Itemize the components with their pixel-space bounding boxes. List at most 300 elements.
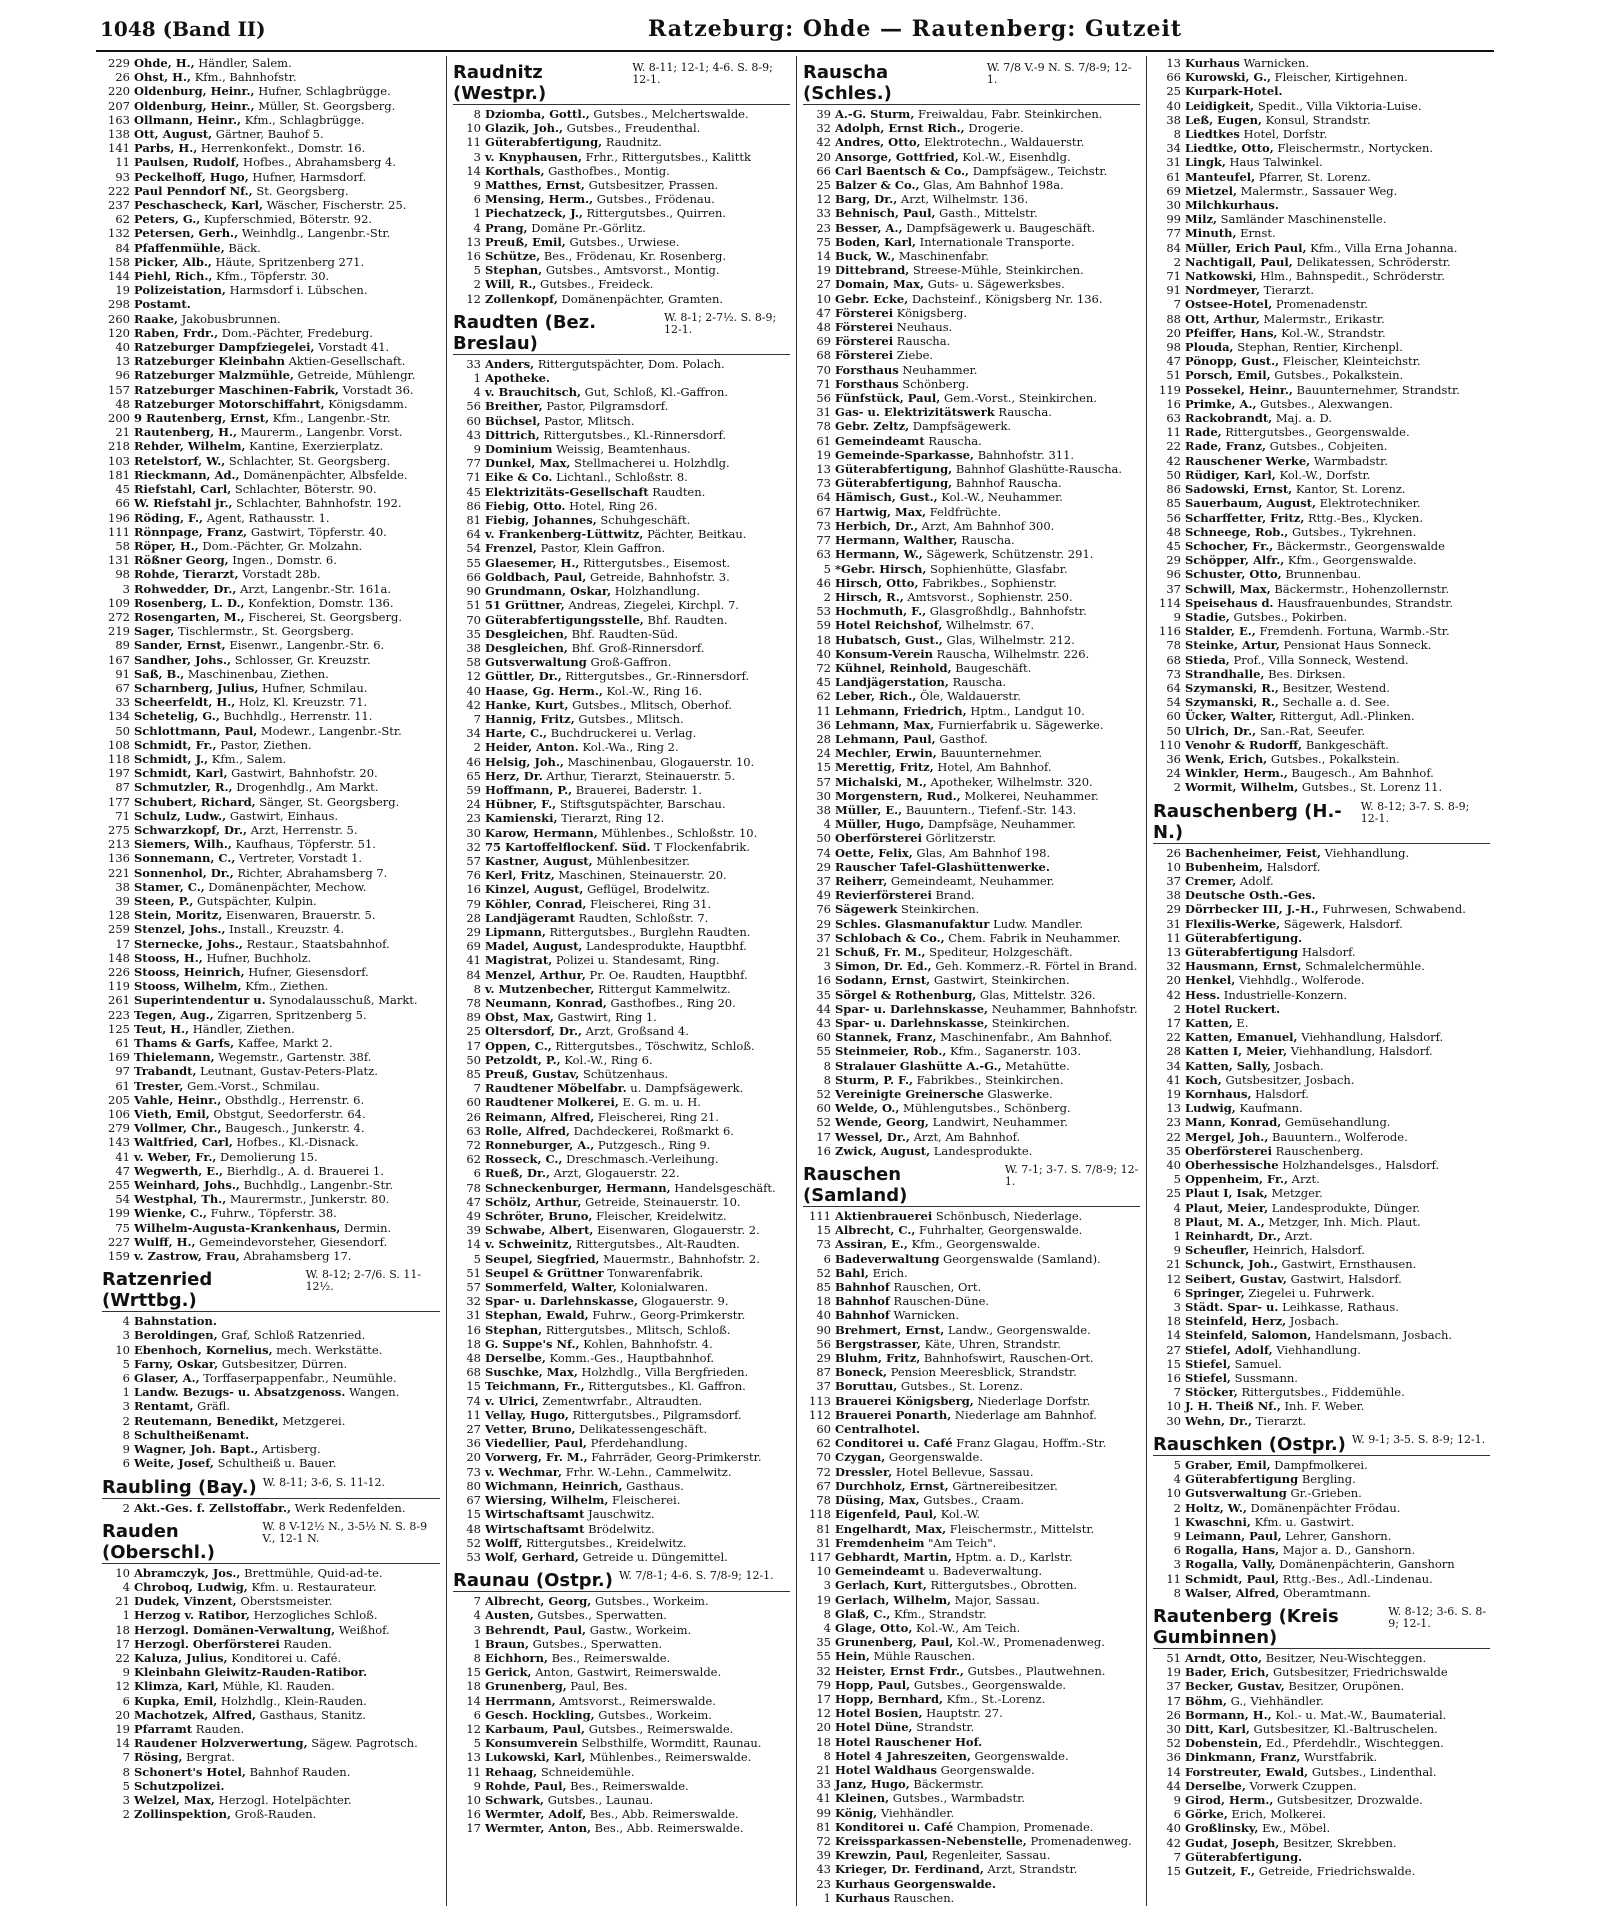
phone-number: 6 (1173, 1807, 1181, 1822)
subscriber-details: Landesprodukte, Dünger. (1271, 1200, 1421, 1215)
directory-entry (453, 1807, 790, 1821)
phone-number: 21 (115, 1594, 130, 1609)
subscriber-name: Städt. Spar- u. (1185, 1300, 1279, 1315)
directory-entry (453, 1067, 790, 1081)
subscriber-name: Schocher, Fr., (1185, 538, 1274, 553)
subscriber-details: Besitzer, Westend. (1282, 680, 1390, 695)
subscriber-name: Fiebig, Otto. (485, 498, 566, 513)
subscriber-details: Fleischerei, Ring 21. (597, 1109, 719, 1124)
phone-number: 12 (816, 192, 831, 207)
subscriber-details: Brettmühle, Quid-ad-te. (244, 1565, 383, 1580)
subscriber-details: Freiwaldau, Fabr. Steinkirchen. (917, 107, 1103, 121)
subscriber-details: Gutsbesitzer, Drozwalde. (1277, 1792, 1423, 1807)
subscriber-details: Furnierfabrik u. Sägewerke. (937, 717, 1104, 732)
phone-number: 218 (108, 439, 130, 454)
subscriber-details: Kfm., Georgenswalde. (911, 1237, 1041, 1252)
phone-number: 62 (466, 1152, 481, 1167)
directory-entry (102, 439, 440, 453)
subscriber-details: Hofbes., Abrahamsberg 4. (243, 155, 397, 170)
subscriber-name: Kurhaus (835, 1890, 890, 1905)
phone-number: 19 (115, 1721, 130, 1736)
phone-number: 143 (108, 1135, 130, 1150)
subscriber-details: Rttg.-Bes., Adl.-Lindenau. (1282, 1571, 1433, 1586)
subscriber-name: Eike & Co. (485, 470, 553, 485)
phone-number: 98 (1166, 340, 1181, 355)
directory-entry (803, 732, 1140, 746)
phone-number: 14 (466, 163, 481, 178)
directory-entry (453, 107, 790, 121)
phone-number: 39 (466, 1223, 481, 1238)
subscriber-name: Ott, August, (134, 127, 213, 142)
phone-number: 22 (1166, 439, 1181, 454)
phone-number: 1 (473, 206, 481, 221)
subscriber-name: Eichhorn, (485, 1650, 548, 1665)
phone-number: 67 (816, 504, 831, 519)
phone-number: 138 (108, 127, 130, 142)
directory-entry (803, 192, 1140, 206)
subscriber-details: Rauscha. (998, 405, 1052, 420)
directory-entry (102, 880, 440, 894)
directory-entry (102, 1456, 440, 1470)
subscriber-details: Kol.-W., Ring 16. (606, 683, 703, 698)
subscriber-details: Eisenwr., Langenbr.-Str. 6. (229, 638, 385, 653)
subscriber-name: Stalder, E., (1185, 624, 1256, 639)
subscriber-name: Ratzeburger Motorschiffahrt, (134, 396, 325, 411)
phone-number: 21 (816, 944, 831, 959)
phone-number: 62 (115, 212, 130, 227)
phone-number: 1 (823, 1890, 831, 1905)
subscriber-details: Fremdenh. Fortuna, Warmb.-Str. (1259, 624, 1450, 639)
phone-number: 73 (816, 476, 831, 491)
directory-entry (102, 1442, 440, 1456)
subscriber-details: Arzt. (1284, 1229, 1313, 1244)
subscriber-details: Arzt, Großsand 4. (585, 1024, 689, 1039)
directory-entry (1153, 1472, 1490, 1486)
subscriber-details: Kaufhaus, Töpferstr. 51. (235, 837, 376, 852)
phone-number: 45 (1166, 538, 1181, 553)
subscriber-details: Synodalausschuß, Markt. (269, 993, 418, 1008)
phone-number: 57 (816, 774, 831, 789)
directory-entry (102, 1679, 440, 1693)
subscriber-details: Gastwirt, Ring 1. (557, 1010, 657, 1025)
phone-number: 50 (1166, 467, 1181, 482)
phone-number: 90 (466, 584, 481, 599)
subscriber-name: 51 Grüttner, (485, 598, 565, 613)
subscriber-name: Plouda, (1185, 340, 1234, 355)
directory-entry (1153, 846, 1490, 860)
subscriber-details: Oberamtmann. (1283, 1585, 1371, 1600)
directory-entry (1153, 1073, 1490, 1087)
subscriber-details: Apotheker, Wilhelmstr. 320. (930, 774, 1093, 789)
subscriber-name: Bahnhof (835, 1308, 890, 1323)
subscriber-name: Weinhard, Johs., (134, 1178, 240, 1193)
phone-number: 78 (466, 995, 481, 1010)
subscriber-details: Besitzer, Orupönen. (1288, 1679, 1405, 1694)
subscriber-details: Rauschen-Düne. (893, 1294, 990, 1309)
subscriber-name: Rösing, (134, 1750, 183, 1765)
phone-number: 134 (108, 709, 130, 724)
subscriber-details: Dermin. (343, 1220, 392, 1235)
office-hours: W. 7/8 V.-9 N. S. 7/8-9; 12-1. (986, 61, 1132, 86)
subscriber-name: Liedtke, Otto, (1185, 141, 1274, 156)
phone-number: 52 (816, 1087, 831, 1102)
directory-entry (1153, 1836, 1490, 1850)
subscriber-name: Besser, A., (835, 220, 903, 235)
phone-number: 2 (122, 1413, 130, 1428)
subscriber-name: Schröter, Bruno, (485, 1209, 593, 1224)
subscriber-details: Domänenpächter Frödau. (1250, 1500, 1401, 1515)
subscriber-name: Oldenburg, Heinr., (134, 84, 255, 99)
phone-number: 13 (816, 462, 831, 477)
directory-entry (102, 84, 440, 98)
phone-number: 79 (816, 1677, 831, 1692)
phone-number: 13 (115, 354, 130, 369)
phone-number: 34 (1166, 1058, 1181, 1073)
directory-entry (1153, 888, 1490, 902)
directory-entry (453, 1379, 790, 1393)
subscriber-details: Bankgeschäft. (1305, 737, 1389, 752)
subscriber-details: Rauschenberg. (1275, 1143, 1364, 1158)
phone-number: 60 (816, 1030, 831, 1045)
phone-number: 36 (466, 1436, 481, 1451)
directory-entry (453, 1608, 790, 1622)
subscriber-details: Pensionat Haus Sonneck. (1283, 638, 1432, 653)
subscriber-details: Dom.-Pächter, Fredeburg. (221, 325, 373, 340)
phone-number: 74 (466, 1393, 481, 1408)
subscriber-details: Gemeindeamt, Neuhammer. (890, 873, 1055, 888)
subscriber-details: Kfm., Langenbr.-Str. (272, 411, 391, 426)
phone-number: 7 (473, 711, 481, 726)
subscriber-name: Preuß, Gustav, (485, 1067, 580, 1081)
directory-entry (1153, 931, 1490, 945)
subscriber-name: Parbs, H., (134, 141, 198, 156)
subscriber-details: G., Viehhändler. (1230, 1693, 1324, 1708)
subscriber-details: Viehhdlg., Wolferode. (1238, 973, 1365, 988)
directory-entry (102, 667, 440, 681)
phone-number: 40 (816, 1308, 831, 1323)
subscriber-details: Schlachter, Böterstr. 90. (234, 482, 377, 497)
phone-number: 4 (473, 1608, 481, 1623)
town-name: Raudnitz (Westpr.) (453, 62, 547, 104)
column-3 (796, 56, 1146, 1906)
subscriber-name: Hoffmann, P., (485, 782, 573, 797)
directory-entry (453, 613, 790, 627)
phone-number: 16 (816, 973, 831, 988)
subscriber-name: Wulff, H., (134, 1234, 196, 1249)
phone-number: 196 (108, 510, 130, 525)
subscriber-name: Wolf, Gerhard, (485, 1549, 579, 1564)
subscriber-details: Schlosser, Gr. Kreuzstr. (234, 652, 371, 667)
phone-number: 136 (108, 851, 130, 866)
subscriber-details: Kol.-W., Ring 6. (564, 1052, 653, 1067)
phone-number: 61 (816, 433, 831, 448)
phone-number: 36 (1166, 1750, 1181, 1765)
phone-number: 3 (122, 1792, 130, 1807)
phone-number: 32 (466, 1294, 481, 1309)
directory-entry (453, 598, 790, 612)
phone-number: 78 (816, 419, 831, 434)
phone-number: 169 (108, 1050, 130, 1065)
directory-entry (803, 533, 1140, 547)
subscriber-details: Internationale Transporte. (919, 234, 1075, 249)
subscriber-details: Fleischerei, Ring 31. (590, 896, 712, 911)
directory-entry (453, 206, 790, 220)
subscriber-name: Preuß, Emil, (485, 234, 566, 249)
subscriber-details: Händler, Salem. (198, 56, 292, 70)
directory-entry (453, 627, 790, 641)
subscriber-name: Wegwerth, E., (134, 1163, 224, 1178)
subscriber-details: Pferdehandlung. (590, 1436, 688, 1451)
directory-entry (102, 653, 440, 667)
phone-number: 5 (823, 561, 831, 576)
phone-number: 55 (466, 555, 481, 570)
subscriber-details: Kfm., Saganerstr. 103. (950, 1044, 1082, 1059)
subscriber-name: Saß, B., (134, 666, 185, 681)
directory-entry (453, 1665, 790, 1679)
subscriber-name: Glaß, C., (835, 1606, 891, 1621)
subscriber-details: Gutsbes., Frödenau. (596, 192, 715, 207)
directory-entry (102, 482, 440, 496)
subscriber-details: Komm.-Ges., Hauptbahnhof. (549, 1351, 715, 1366)
phone-number: 40 (1166, 1158, 1181, 1173)
directory-entry (453, 1394, 790, 1408)
subscriber-details: Kantine, Exerzierplatz. (249, 439, 384, 454)
directory-entry (1153, 1144, 1490, 1158)
phone-number: 37 (1166, 1679, 1181, 1694)
subscriber-details: Herzogliches Schloß. (253, 1608, 378, 1623)
office-hours: W. 8-1; 2-7½. S. 8-9; 12-1. (664, 310, 777, 336)
phone-number: 74 (816, 845, 831, 860)
directory-entry (1153, 198, 1490, 212)
subscriber-name: Schmidt, Paul, (1185, 1571, 1280, 1586)
subscriber-details: Dom.-Pächter, Gr. Molzahn. (202, 538, 363, 553)
subscriber-name: Wehn, Dr., (1185, 1413, 1253, 1428)
subscriber-name: Forsthaus (835, 362, 899, 377)
phone-number: 84 (466, 967, 481, 982)
subscriber-name: Thielemann, (134, 1050, 215, 1065)
directory-entry (453, 655, 790, 669)
office-hours: W. 8-11; 3-6, S. 11-12. (262, 1475, 386, 1489)
subscriber-name: Postamt. (134, 297, 191, 312)
subscriber-name: Springer, (1185, 1285, 1245, 1300)
subscriber-details: Glas, Am Bahnhof 198. (916, 845, 1051, 860)
directory-entry (1153, 1314, 1490, 1328)
subscriber-details: Glasgroßhdlg., Bahnhofstr. (929, 604, 1087, 619)
phone-number: 128 (108, 908, 130, 923)
subscriber-details: Besitzer, Skrebben. (1282, 1835, 1397, 1850)
directory-entry (1153, 1371, 1490, 1385)
subscriber-details: Ziebe. (896, 348, 934, 363)
phone-number: 159 (108, 1249, 130, 1264)
directory-entry (1153, 1529, 1490, 1543)
phone-number: 10 (1166, 1399, 1181, 1414)
directory-entry (1153, 439, 1490, 453)
subscriber-name: Gerlach, Wilhelm, (835, 1592, 952, 1607)
subscriber-details: Sussmann. (1234, 1371, 1298, 1386)
directory-entry (453, 1181, 790, 1195)
subscriber-name: Stephan, (485, 1322, 543, 1337)
subscriber-details: Jauschwitz. (588, 1507, 655, 1522)
directory-entry (102, 724, 440, 738)
subscriber-details: Fuhrhalter, Georgenswalde. (919, 1223, 1083, 1238)
subscriber-details: Polizei u. Standesamt, Ring. (555, 953, 720, 968)
phone-number: 31 (1166, 155, 1181, 170)
phone-number: 16 (1166, 396, 1181, 411)
directory-entry (803, 505, 1140, 519)
subscriber-details: Major a. D., Ganshorn. (1282, 1543, 1416, 1558)
directory-entry (803, 1144, 1140, 1158)
phone-number: 14 (816, 249, 831, 264)
directory-entry (803, 973, 1140, 987)
phone-number: 10 (115, 1565, 130, 1580)
phone-number: 21 (816, 1762, 831, 1777)
subscriber-details: Rauden. (283, 1636, 332, 1651)
directory-entry (1153, 681, 1490, 695)
subscriber-details: Prof., Villa Sonneck, Westend. (1233, 652, 1409, 667)
directory-entry (803, 775, 1140, 789)
subscriber-details: Pension Meeresblick, Strandstr. (890, 1365, 1077, 1380)
subscriber-name: Mergel, Joh., (1185, 1129, 1269, 1144)
subscriber-name: Gebr. Zeltz, (835, 419, 910, 434)
phone-number: 56 (816, 1336, 831, 1351)
subscriber-details: Bäckermstr. (913, 1777, 984, 1792)
subscriber-name: Zollenkopf, (485, 291, 558, 306)
phone-number: 275 (108, 822, 130, 837)
subscriber-name: Schetelig, G., (134, 709, 220, 724)
phone-number: 118 (108, 751, 130, 766)
subscriber-details: Raudnitz. (605, 135, 662, 150)
phone-number: 31 (466, 1308, 481, 1323)
directory-entry (1153, 709, 1490, 723)
directory-entry (453, 939, 790, 953)
phone-number: 47 (1166, 354, 1181, 369)
subscriber-name: Girod, Herm., (1185, 1792, 1274, 1807)
subscriber-name: Krieger, Dr. Ferdinand, (835, 1862, 984, 1877)
subscriber-details: Neuhaus. (896, 320, 953, 335)
office-hours: W. 9-1; 3-5. S. 8-9; 12-1. (1351, 1432, 1486, 1446)
phone-number: 43 (466, 427, 481, 442)
directory-entry (453, 357, 790, 371)
phone-number: 5 (122, 1778, 130, 1793)
directory-entry (1153, 1694, 1490, 1708)
phone-number: 27 (1166, 1342, 1181, 1357)
directory-entry (102, 567, 440, 581)
subscriber-details: Herzogl. Hotelpächter. (218, 1792, 352, 1807)
subscriber-name: Stadie, (1185, 609, 1230, 624)
subscriber-details: Gasthof. (939, 731, 988, 746)
phone-number: 56 (1166, 510, 1181, 525)
subscriber-name: Steinmeier, Rob., (835, 1044, 947, 1059)
phone-number: 50 (816, 831, 831, 846)
subscriber-name: Sommerfeld, Walter, (485, 1280, 617, 1295)
subscriber-name: v. Weber, Fr., (134, 1149, 217, 1164)
directory-entry (803, 292, 1140, 306)
directory-entry (453, 641, 790, 655)
directory-entry (1153, 1257, 1490, 1271)
subscriber-name: Boden, Karl, (835, 234, 916, 249)
subscriber-name: Schultheißenamt. (134, 1427, 250, 1442)
phone-number: 23 (816, 1876, 831, 1891)
phone-number: 66 (1166, 70, 1181, 85)
phone-number: 30 (1166, 1413, 1181, 1428)
subscriber-details: Dampfsägewerk. (912, 419, 1012, 434)
directory-entry (1153, 539, 1490, 553)
phone-number: 50 (1166, 723, 1181, 738)
directory-entry (102, 851, 440, 865)
town-heading (102, 1521, 440, 1564)
subscriber-details: Sophienhütte, Glasfabr. (930, 561, 1068, 576)
directory-entry (1153, 638, 1490, 652)
subscriber-name: Kurhaus Georgenswalde. (835, 1876, 996, 1891)
subscriber-details: Industrielle-Konzern. (1223, 987, 1348, 1002)
directory-entry (1153, 99, 1490, 113)
subscriber-details: Fabrikbes., Sophienstr. (922, 575, 1057, 590)
directory-entry (453, 541, 790, 555)
directory-entry (102, 1428, 440, 1442)
subscriber-name: Kastner, August, (485, 853, 593, 868)
subscriber-details: Neuhammer, Bahnhofstr. (991, 1001, 1138, 1016)
directory-entry (453, 1436, 790, 1450)
directory-entry (803, 902, 1140, 916)
subscriber-details: Bhf. Groß-Rinnersdorf. (571, 640, 705, 655)
phone-number: 11 (1166, 930, 1181, 945)
subscriber-name: Vellay, Hugo, (485, 1407, 569, 1422)
subscriber-name: Schöpper, Alfr., (1185, 553, 1285, 568)
phone-number: 26 (466, 1109, 481, 1124)
directory-entry (102, 56, 440, 70)
subscriber-details: Kfm., Strandstr. (894, 1606, 987, 1621)
directory-entry (102, 454, 440, 468)
directory-entry (453, 1124, 790, 1138)
subscriber-details: Eisenwaren, Glogauerstr. 2. (597, 1223, 760, 1238)
directory-entry (102, 326, 440, 340)
subscriber-name: Oppenheim, Fr., (1185, 1172, 1288, 1187)
subscriber-details: Dampfsägew., Teichstr. (972, 163, 1108, 178)
phone-number: 2 (823, 589, 831, 604)
subscriber-details: Schneidemühle. (540, 1764, 635, 1779)
directory-entry (803, 462, 1140, 476)
directory-entry (102, 127, 440, 141)
subscriber-name: Rauschener Werke, (1185, 453, 1311, 468)
subscriber-details: Andreas, Ziegelei, Kirchpl. 7. (568, 598, 739, 613)
subscriber-details: Gutsbes., St. Lorenz. (900, 1379, 1023, 1394)
subscriber-details: Erich, Molkerei. (1231, 1807, 1327, 1822)
subscriber-details: Dampfsäge, Neuhammer. (927, 817, 1076, 832)
phone-number: 39 (816, 107, 831, 121)
subscriber-details: Mühlenbes., Schloßstr. 10. (601, 825, 758, 840)
directory-entry (102, 1178, 440, 1192)
subscriber-details: Rittergutsbes., Fiddemühle. (1241, 1385, 1405, 1400)
subscriber-name: Dittebrand, (835, 263, 910, 278)
subscriber-name: Petersen, Gerh., (134, 226, 239, 241)
phone-number: 213 (108, 837, 130, 852)
subscriber-name: Katten I, Meier, (1185, 1044, 1288, 1059)
subscriber-details: Fleischerei. (612, 1493, 681, 1508)
subscriber-name: Grunenberg, (485, 1679, 567, 1694)
subscriber-name: Rogalla, Vally, (1185, 1557, 1276, 1572)
directory-entry (1153, 1779, 1490, 1793)
subscriber-name: Hausmann, Ernst, (1185, 959, 1302, 974)
subscriber-name: Sörgel & Rothenburg, (835, 987, 977, 1002)
subscriber-details: Obsthdlg., Herrenstr. 6. (224, 1092, 365, 1107)
subscriber-details: Domänenpächter, Gramten. (561, 291, 724, 306)
directory-entry (803, 618, 1140, 632)
directory-entry (803, 405, 1140, 419)
subscriber-name: Porsch, Emil, (1185, 368, 1271, 383)
directory-entry (1153, 283, 1490, 297)
directory-entry (1153, 582, 1490, 596)
subscriber-details: Amtsvorst., Reimerswalde. (559, 1693, 716, 1708)
